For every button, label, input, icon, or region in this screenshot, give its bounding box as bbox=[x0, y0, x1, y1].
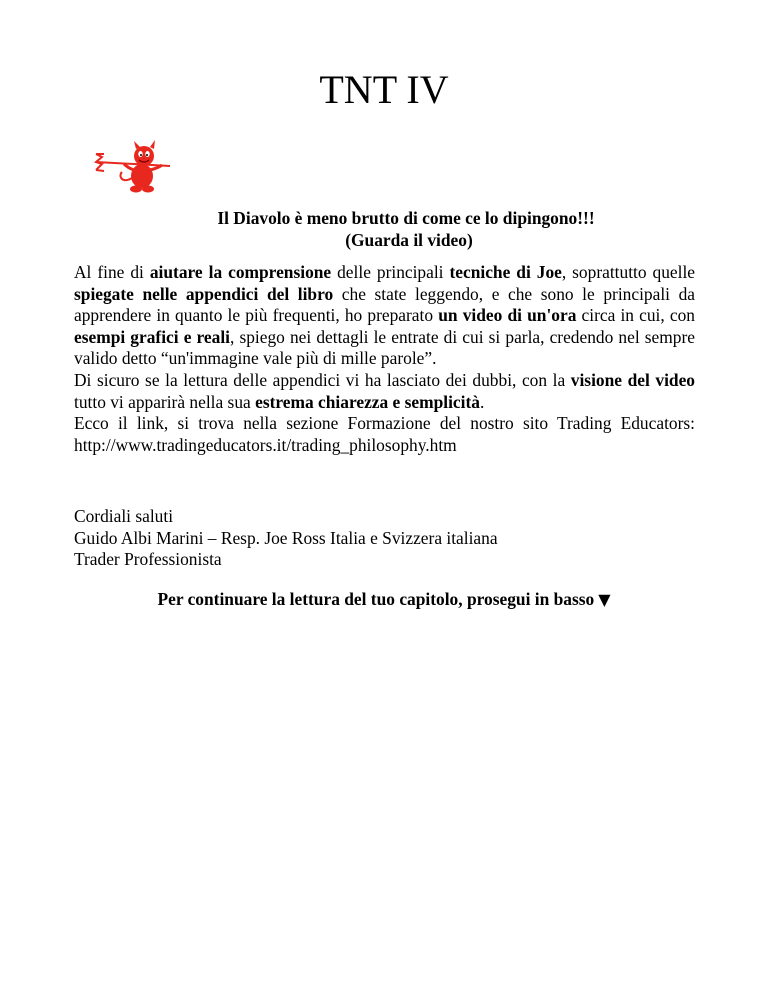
signature-block bbox=[74, 506, 695, 571]
paragraph-intro: Al fine di aiutare la comprensione delle principali tecniche di Joe, soprattutto quelle spiegate nelle appendici del libro che state leggendo, e che sono le principali da apprendere in quanto le più frequenti, ho preparato un video di un'ora circa in cui, con esempi grafici e reali, spiego nei dettagli le entrate di cui si parla, credendo nel sempre valido detto “un'immagine vale più di mille parole”. bbox=[74, 262, 696, 369]
document-title: TNT IV bbox=[319, 67, 449, 112]
heading-subline: (Guarda il video) bbox=[345, 230, 473, 250]
body-text bbox=[74, 262, 695, 456]
heading-line: Il Diavolo è meno brutto di come ce lo dipingono!!! bbox=[217, 208, 595, 228]
down-arrow-icon: ▼ bbox=[598, 590, 611, 609]
paragraph-link: Ecco il link, si trova nella sezione Formazione del nostro sito Trading Educators: http://www.tradingeducators.it/trading_philosophy.htm bbox=[74, 413, 695, 455]
signature-role: Trader Professionista bbox=[74, 549, 222, 570]
section-heading bbox=[0, 207, 768, 251]
devil-with-trident-icon bbox=[92, 140, 172, 194]
signature-greeting: Cordiali saluti bbox=[74, 506, 174, 526]
continue-text: Per continuare la lettura del tuo capitolo, prosegui in basso bbox=[157, 589, 595, 609]
paragraph-doubts: Di sicuro se la lettura delle appendici vi ha lasciato dei dubbi, con la visione del video tutto vi apparirà nella sua estrema chiarezza e semplicità. bbox=[74, 369, 695, 412]
continue-prompt bbox=[0, 588, 768, 611]
signature-name: Guido Albi Marini – Resp. Joe Ross Italia e Svizzera italiana bbox=[74, 527, 498, 548]
